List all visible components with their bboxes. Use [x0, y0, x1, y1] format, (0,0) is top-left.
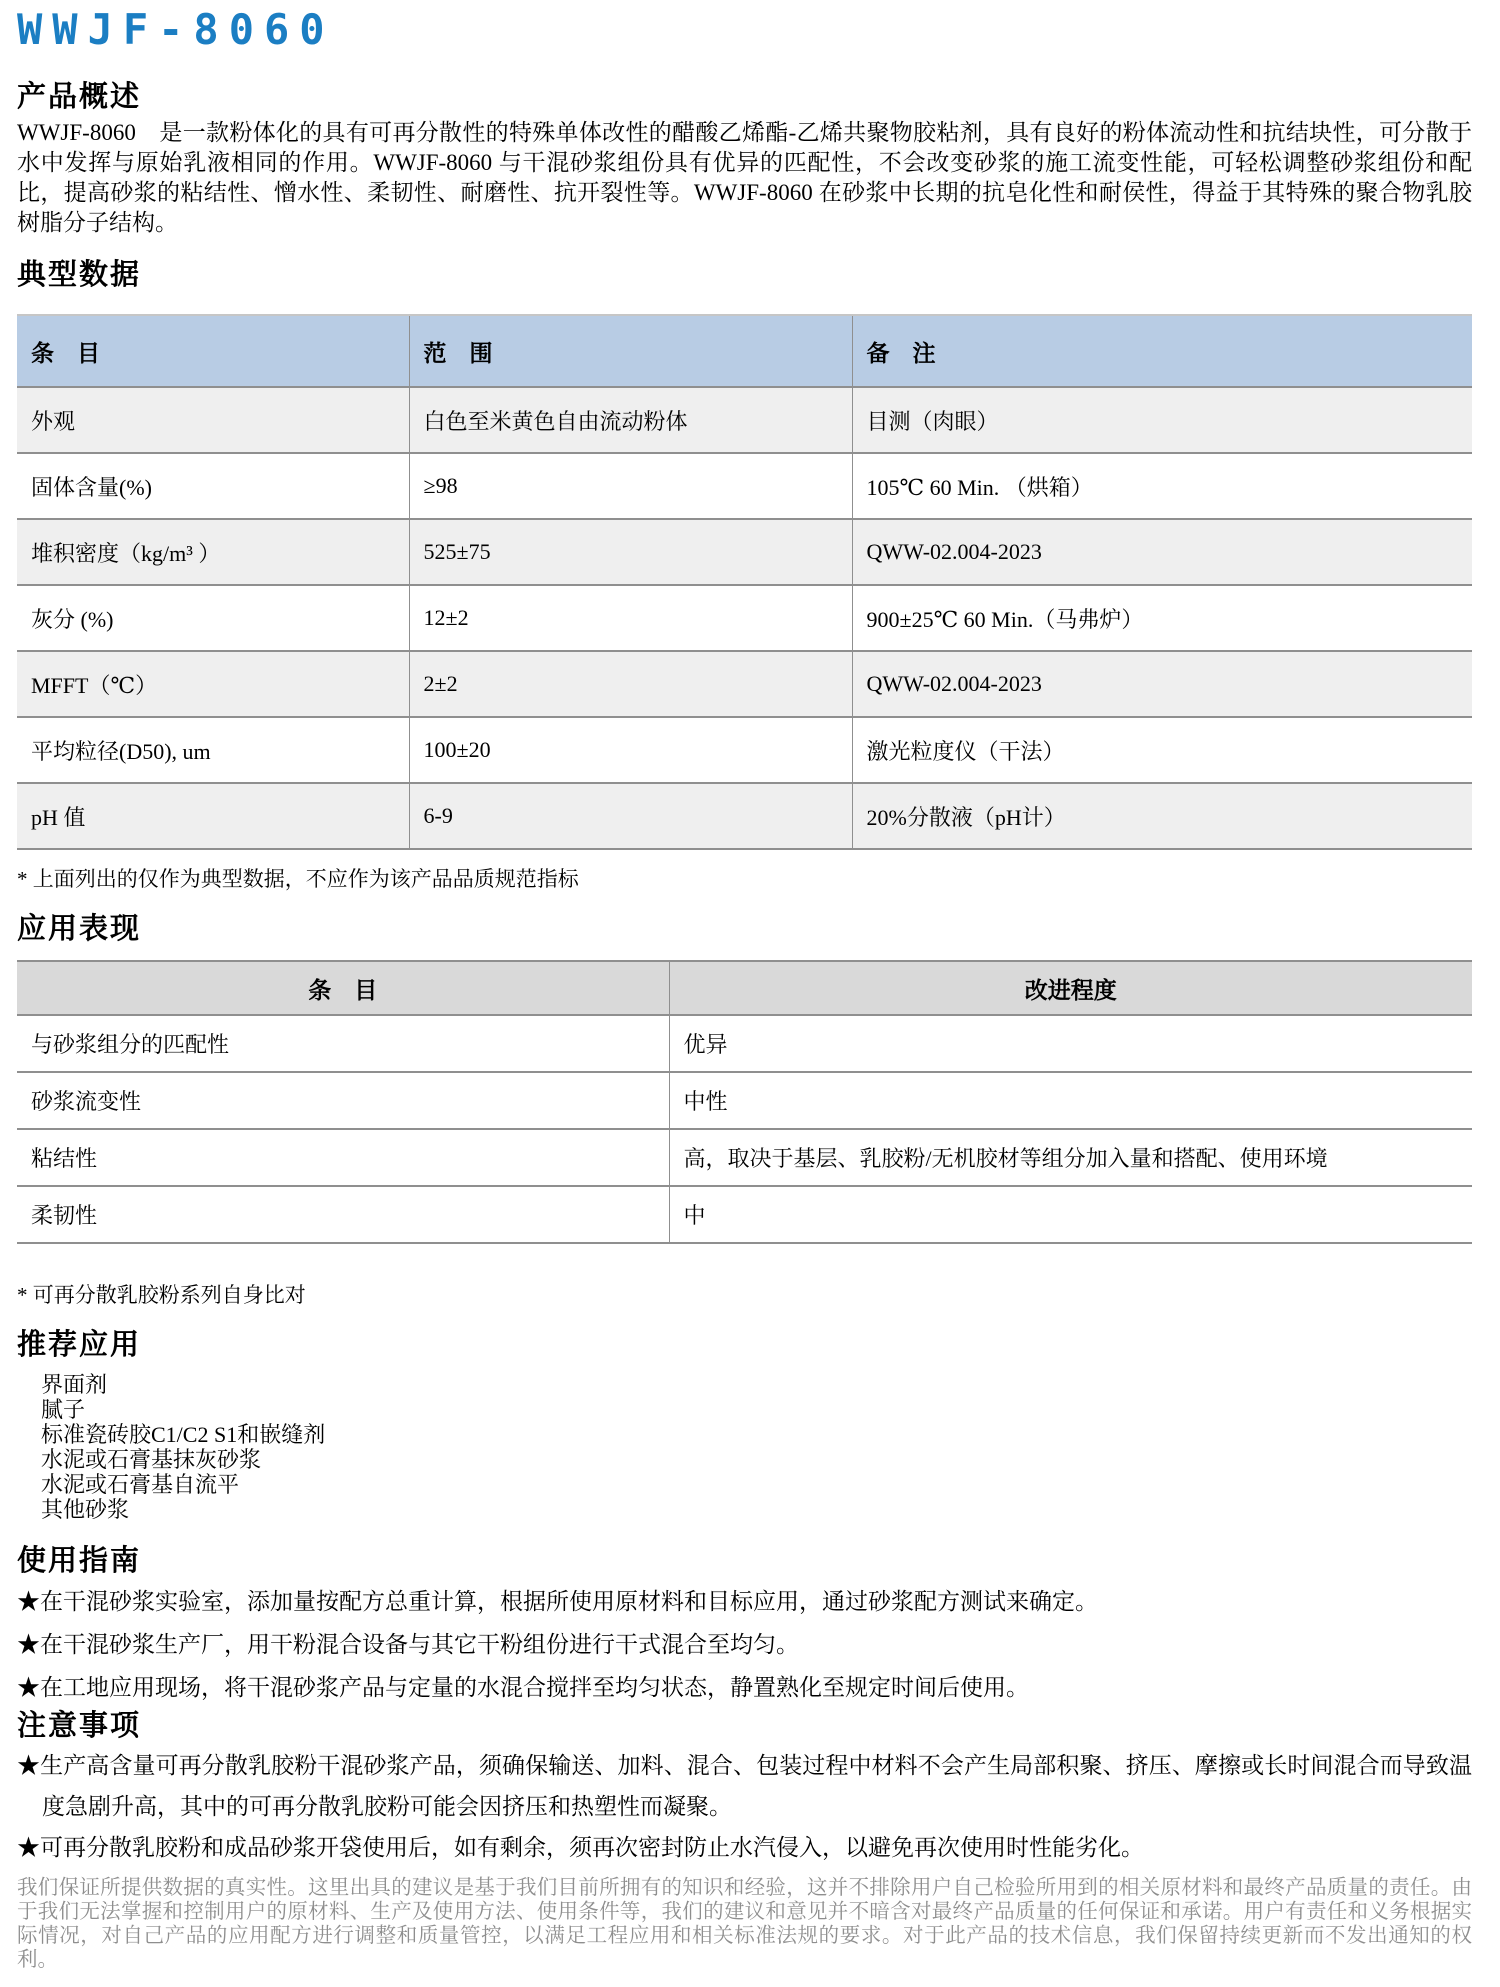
table-cell: 20%分散液（pH计） [852, 783, 1472, 849]
usage-heading: 使用指南 [17, 1545, 142, 1577]
column-header-improvement: 改进程度 [669, 961, 1472, 1015]
table-cell: QWW-02.004-2023 [852, 519, 1472, 585]
table-cell: 525±75 [409, 519, 852, 585]
table-row [17, 453, 1472, 519]
table-row [17, 585, 1472, 651]
list-item: ★在干混砂浆实验室，添加量按配方总重计算，根据所使用原材料和目标应用，通过砂浆配方测试来确定。 [17, 1589, 1098, 1614]
table-cell: 中性 [669, 1072, 1472, 1129]
table-cell: MFFT（℃） [17, 651, 409, 717]
list-item: ★生产高含量可再分散乳胶粉干混砂浆产品，须确保输送、加料、混合、包装过程中材料不会产生局部积聚、挤压、摩擦或长时间混合而导致温度急剧升高，其中的可再分散乳胶粉可能会因挤压和热塑性而凝聚。 [17, 1753, 1472, 1819]
typical-data-body [17, 387, 1472, 849]
precautions-list [17, 1745, 1472, 1868]
table-cell: 砂浆流变性 [17, 1072, 669, 1129]
table-cell: 与砂浆组分的匹配性 [17, 1015, 669, 1072]
table-cell: 100±20 [409, 717, 852, 783]
recommended-heading: 推荐应用 [17, 1329, 142, 1361]
list-item: 其他砂浆 [41, 1497, 130, 1522]
table-cell: 柔韧性 [17, 1186, 669, 1243]
list-item: 腻子 [41, 1397, 86, 1422]
table-cell: 白色至米黄色自由流动粉体 [409, 387, 852, 453]
table-cell: 堆积密度（kg/m³ ） [17, 519, 409, 585]
list-item: 水泥或石膏基抹灰砂浆 [41, 1447, 262, 1472]
column-header-range: 范 围 [409, 315, 852, 387]
column-header-item: 条 目 [17, 315, 409, 387]
usage-list [17, 1580, 1472, 1709]
table-row [17, 1129, 1472, 1186]
table-row [17, 1072, 1472, 1129]
table-cell: 2±2 [409, 651, 852, 717]
list-item: 水泥或石膏基自流平 [41, 1472, 240, 1497]
disclaimer-text: 我们保证所提供数据的真实性。这里出具的建议是基于我们目前所拥有的知识和经验，这并不排除用户自己检验所用到的相关原材料和最终产品质量的责任。由于我们无法掌握和控制用户的原材料、生产及使用方法、使用条件等，我们的建议和意见并不暗含对最终产品质量的任何保证和承诺。用户有责任和义务根据实际情况，对自己产品的应用配方进行调整和质量管控，以满足工程应用和相关标准法规的要求。对于此产品的技术信息，我们保留持续更新而不发出通知的权利。 [17, 1877, 1472, 1971]
table-cell: 105℃ 60 Min. （烘箱） [852, 453, 1472, 519]
precautions-heading: 注意事项 [17, 1710, 142, 1742]
list-item: ★在干混砂浆生产厂，用干粉混合设备与其它干粉组份进行干式混合至均匀。 [17, 1632, 799, 1657]
product-title: WWJF-8060 [17, 5, 335, 54]
application-header-row [17, 961, 1472, 1015]
overview-paragraph: WWJF-8060 是一款粉体化的具有可再分散性的特殊单体改性的醋酸乙烯酯-乙烯共聚物胶粘剂，具有良好的粉体流动性和抗结块性，可分散于水中发挥与原始乳液相同的作用。WWJF-8060 与干混砂浆组份具有优异的匹配性，不会改变砂浆的施工流变性能，可轻松调整砂浆组份和配比，提高砂浆的粘结性、憎水性、柔韧性、耐磨性、抗开裂性等。WWJF-8060 在砂浆中长期的抗皂化性和耐侯性，得益于其特殊的聚合物乳胶树脂分子结构。 [17, 120, 1472, 235]
table-cell: 优异 [669, 1015, 1472, 1072]
column-header-remark: 备 注 [852, 315, 1472, 387]
application-table [17, 960, 1472, 1244]
table-cell: ≥98 [409, 453, 852, 519]
table-cell: 目测（肉眼） [852, 387, 1472, 453]
table-row [17, 1186, 1472, 1243]
list-item: ★可再分散乳胶粉和成品砂浆开袋使用后，如有剩余，须再次密封防止水汽侵入，以避免再次使用时性能劣化。 [17, 1835, 1144, 1860]
application-heading: 应用表现 [17, 913, 142, 945]
table-cell: 激光粒度仪（干法） [852, 717, 1472, 783]
table-cell: 12±2 [409, 585, 852, 651]
typical-data-table [17, 314, 1472, 850]
table-cell: 灰分 (%) [17, 585, 409, 651]
table-row [17, 783, 1472, 849]
table-row [17, 519, 1472, 585]
table-cell: 中 [669, 1186, 1472, 1243]
table-cell: 平均粒径(D50), um [17, 717, 409, 783]
column-header-item: 条 目 [17, 961, 669, 1015]
table-cell: 外观 [17, 387, 409, 453]
table-cell: 900±25℃ 60 Min.（马弗炉） [852, 585, 1472, 651]
table-cell: pH 值 [17, 783, 409, 849]
table-row [17, 1015, 1472, 1072]
table-cell: 粘结性 [17, 1129, 669, 1186]
table-row [17, 717, 1472, 783]
recommended-list [41, 1372, 1472, 1522]
table-row [17, 387, 1472, 453]
table-cell: 固体含量(%) [17, 453, 409, 519]
table-row [17, 651, 1472, 717]
table-cell: QWW-02.004-2023 [852, 651, 1472, 717]
table-cell: 高，取决于基层、乳胶粉/无机胶材等组分加入量和搭配、使用环境 [669, 1129, 1472, 1186]
typical-data-footnote: * 上面列出的仅作为典型数据，不应作为该产品品质规范指标 [17, 867, 579, 891]
application-body [17, 1015, 1472, 1243]
typical-data-header-row [17, 315, 1472, 387]
list-item: ★在工地应用现场，将干混砂浆产品与定量的水混合搅拌至均匀状态，静置熟化至规定时间后使用。 [17, 1675, 1029, 1700]
typical-data-heading: 典型数据 [17, 259, 142, 291]
list-item: 界面剂 [41, 1372, 108, 1397]
application-footnote: * 可再分散乳胶粉系列自身比对 [17, 1283, 306, 1307]
overview-heading: 产品概述 [17, 81, 142, 113]
list-item: 标准瓷砖胶C1/C2 S1和嵌缝剂 [41, 1422, 326, 1447]
table-cell: 6-9 [409, 783, 852, 849]
